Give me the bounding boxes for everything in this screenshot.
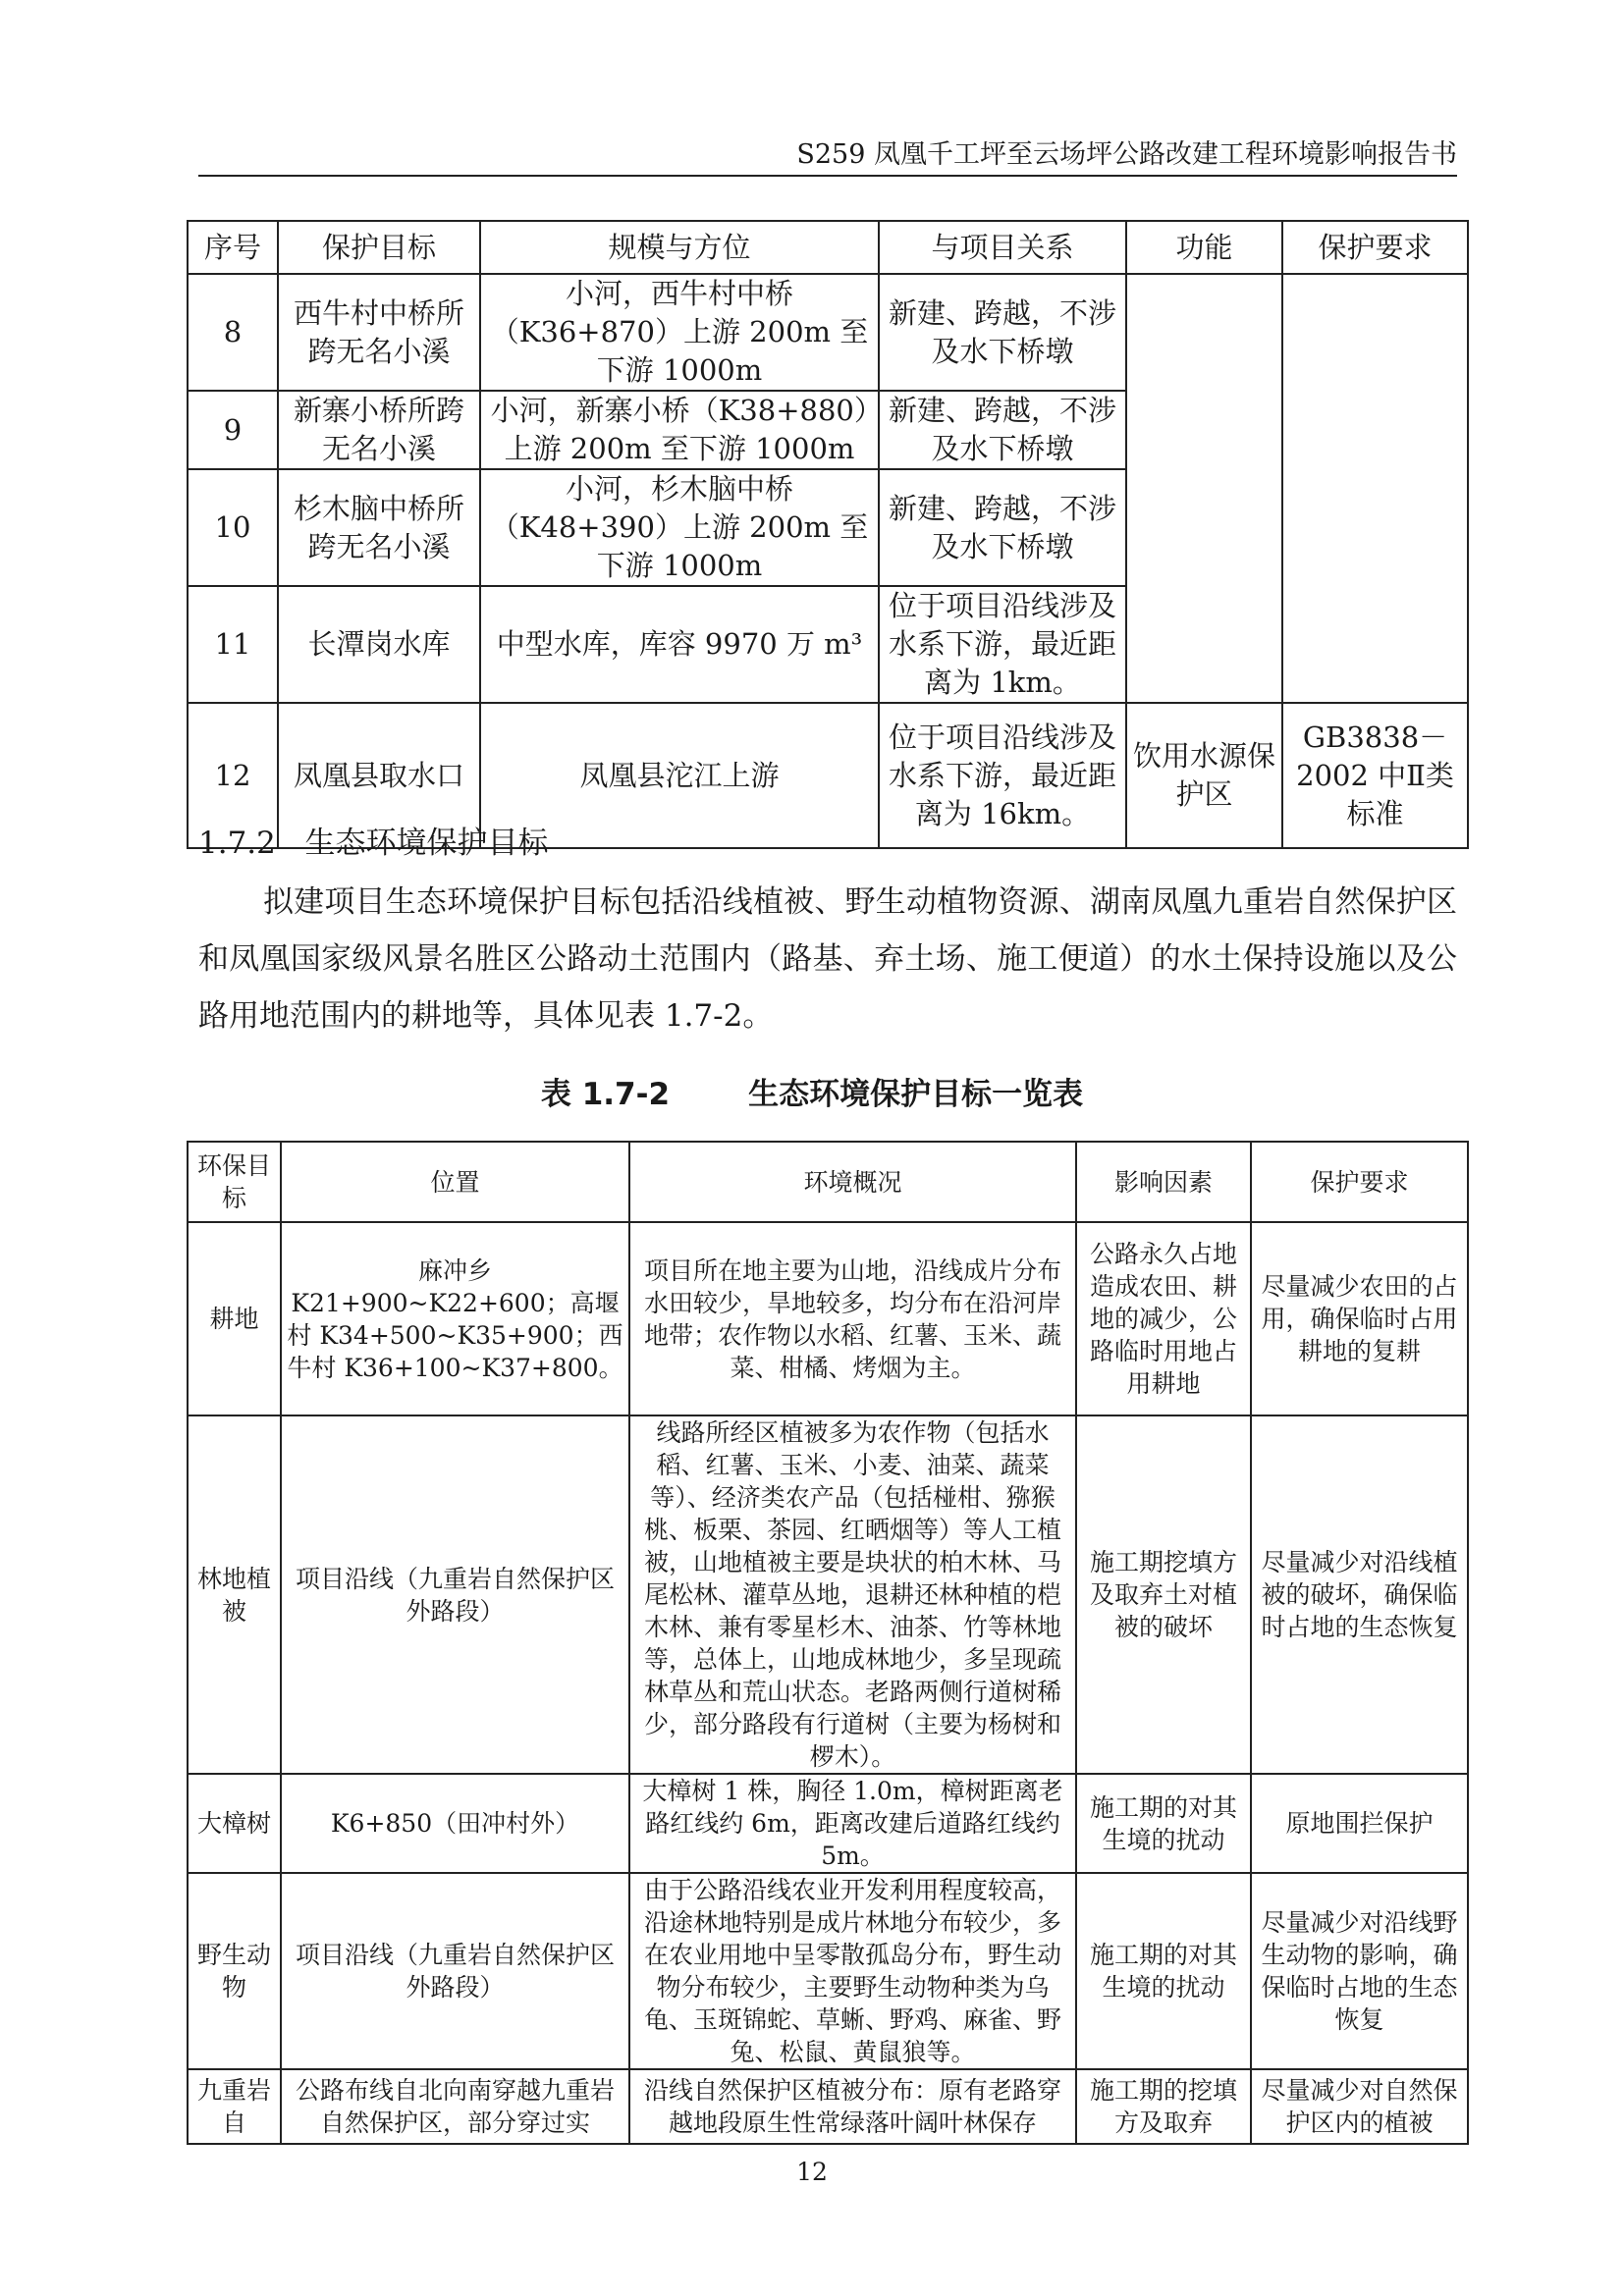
cell-requirement: 尽量减少对自然保护区内的植被 bbox=[1251, 2069, 1468, 2144]
cell-location: 项目沿线（九重岩自然保护区外路段） bbox=[281, 1873, 629, 2069]
cell-overview: 大樟树 1 株，胸径 1.0m，樟树距离老路红线约 6m，距离改建后道路红线约 5m。 bbox=[629, 1774, 1076, 1873]
cell-scale: 小河，西牛村中桥（K36+870）上游 200m 至下游 1000m bbox=[480, 274, 879, 391]
cell-requirement: GB3838－2002 中Ⅱ类标准 bbox=[1282, 703, 1468, 848]
cell-overview: 由于公路沿线农业开发利用程度较高，沿途林地特别是成片林地分布较少，多在农业用地中呈零散孤岛分布，野生动物分布较少，主要野生动物种类为乌龟、玉斑锦蛇、草蜥、野鸡、麻雀、野兔、松鼠、黄鼠狼等。 bbox=[629, 1873, 1076, 2069]
table-row bbox=[188, 1222, 1468, 1415]
cell-location: 项目沿线（九重岩自然保护区外路段） bbox=[281, 1415, 629, 1774]
cell-requirement: 尽量减少对沿线植被的破坏，确保临时占地的生态恢复 bbox=[1251, 1415, 1468, 1774]
cell-impact: 施工期挖填方及取弃土对植被的破坏 bbox=[1076, 1415, 1251, 1774]
cell-relation: 新建、跨越，不涉及水下桥墩 bbox=[879, 391, 1126, 469]
table-row bbox=[188, 2069, 1468, 2144]
cell-scale: 小河，新寨小桥（K38+880）上游 200m 至下游 1000m bbox=[480, 391, 879, 469]
cell-requirement: 尽量减少对沿线野生动物的影响，确保临时占地的生态恢复 bbox=[1251, 1873, 1468, 2069]
table-caption bbox=[0, 1070, 1624, 1119]
col-header: 保护要求 bbox=[1282, 221, 1468, 274]
ecological-targets-table bbox=[187, 1141, 1469, 2145]
cell-target: 凤凰县取水口 bbox=[278, 703, 480, 848]
cell-relation: 新建、跨越，不涉及水下桥墩 bbox=[879, 274, 1126, 391]
cell-location: K6+850（田冲村外） bbox=[281, 1774, 629, 1873]
cell-no: 11 bbox=[188, 586, 278, 703]
col-header: 与项目关系 bbox=[879, 221, 1126, 274]
cell-relation: 新建、跨越，不涉及水下桥墩 bbox=[879, 469, 1126, 586]
col-header: 位置 bbox=[281, 1142, 629, 1222]
table-header-row bbox=[188, 221, 1468, 274]
cell-target: 大樟树 bbox=[188, 1774, 281, 1873]
page-number: 12 bbox=[796, 2158, 828, 2186]
section-heading bbox=[198, 819, 548, 868]
cell-impact: 公路永久占地造成农田、耕地的减少，公路临时用地占用耕地 bbox=[1076, 1222, 1251, 1415]
page-header bbox=[198, 137, 1457, 177]
cell-function-empty bbox=[1126, 274, 1282, 703]
col-header: 环保目标 bbox=[188, 1142, 281, 1222]
cell-requirement: 原地围拦保护 bbox=[1251, 1774, 1468, 1873]
cell-scale: 中型水库，库容 9970 万 m³ bbox=[480, 586, 879, 703]
cell-overview: 项目所在地主要为山地，沿线成片分布水田较少，旱地较多，均分布在沿河岸地带；农作物以水稻、红薯、玉米、蔬菜、柑橘、烤烟为主。 bbox=[629, 1222, 1076, 1415]
cell-impact: 施工期的挖填方及取弃 bbox=[1076, 2069, 1251, 2144]
header-title: S259 凤凰千工坪至云场坪公路改建工程环境影响报告书 bbox=[796, 139, 1457, 170]
col-header: 保护要求 bbox=[1251, 1142, 1468, 1222]
cell-requirement: 尽量减少农田的占用，确保临时占用耕地的复耕 bbox=[1251, 1222, 1468, 1415]
cell-target: 林地植被 bbox=[188, 1415, 281, 1774]
table-row bbox=[188, 1774, 1468, 1873]
cell-no: 12 bbox=[188, 703, 278, 848]
col-header: 影响因素 bbox=[1076, 1142, 1251, 1222]
cell-scale: 小河，杉木脑中桥（K48+390）上游 200m 至下游 1000m bbox=[480, 469, 879, 586]
cell-no: 10 bbox=[188, 469, 278, 586]
cell-target: 耕地 bbox=[188, 1222, 281, 1415]
protection-targets-table bbox=[187, 220, 1469, 849]
cell-relation: 位于项目沿线涉及水系下游，最近距离为 1km。 bbox=[879, 586, 1126, 703]
cell-function: 饮用水源保护区 bbox=[1126, 703, 1282, 848]
table-row bbox=[188, 1873, 1468, 2069]
caption-number: 表 1.7-2 bbox=[540, 1077, 671, 1112]
section-title: 生态环境保护目标 bbox=[304, 826, 549, 861]
caption-title: 生态环境保护目标一览表 bbox=[748, 1077, 1084, 1112]
cell-overview: 线路所经区植被多为农作物（包括水稻、红薯、玉米、小麦、油菜、蔬菜等）、经济类农产品（包括椪柑、猕猴桃、板栗、茶园、红晒烟等）等人工植被，山地植被主要是块状的柏木林、马尾松林、灌草丛地，退耕还林种植的桤木林、兼有零星杉木、油茶、竹等林地等，总体上，山地成林地少，多呈现疏林草丛和荒山状态。老路两侧行道树稀少，部分路段有行道树（主要为杨树和椤木）。 bbox=[629, 1415, 1076, 1774]
col-header: 序号 bbox=[188, 221, 278, 274]
cell-impact: 施工期的对其生境的扰动 bbox=[1076, 1774, 1251, 1873]
cell-overview: 沿线自然保护区植被分布：原有老路穿越地段原生性常绿落叶阔叶林保存 bbox=[629, 2069, 1076, 2144]
section-number: 1.7.2 bbox=[198, 826, 276, 861]
cell-target: 杉木脑中桥所跨无名小溪 bbox=[278, 469, 480, 586]
col-header: 保护目标 bbox=[278, 221, 480, 274]
cell-no: 8 bbox=[188, 274, 278, 391]
cell-target: 九重岩自 bbox=[188, 2069, 281, 2144]
col-header: 环境概况 bbox=[629, 1142, 1076, 1222]
col-header: 规模与方位 bbox=[480, 221, 879, 274]
cell-requirement-empty bbox=[1282, 274, 1468, 703]
cell-target: 新寨小桥所跨无名小溪 bbox=[278, 391, 480, 469]
cell-target: 野生动物 bbox=[188, 1873, 281, 2069]
cell-relation: 位于项目沿线涉及水系下游，最近距离为 16km。 bbox=[879, 703, 1126, 848]
table-row bbox=[188, 274, 1468, 391]
body-paragraph: 拟建项目生态环境保护目标包括沿线植被、野生动植物资源、湖南凤凰九重岩自然保护区和凤凰国家级风景名胜区公路动土范围内（路基、弃土场、施工便道）的水土保持设施以及公路用地范围内的耕地等，具体见表 1.7-2。 bbox=[198, 884, 1457, 1034]
cell-no: 9 bbox=[188, 391, 278, 469]
table-header-row bbox=[188, 1142, 1468, 1222]
cell-scale: 凤凰县沱江上游 bbox=[480, 703, 879, 848]
table-row bbox=[188, 1415, 1468, 1774]
cell-target: 西牛村中桥所跨无名小溪 bbox=[278, 274, 480, 391]
cell-location: 公路布线自北向南穿越九重岩自然保护区，部分穿过实 bbox=[281, 2069, 629, 2144]
col-header: 功能 bbox=[1126, 221, 1282, 274]
cell-impact: 施工期的对其生境的扰动 bbox=[1076, 1873, 1251, 2069]
cell-target: 长潭岗水库 bbox=[278, 586, 480, 703]
cell-location: 麻冲乡 K21+900~K22+600；高堰村 K34+500~K35+900；西牛村 K36+100~K37+800。 bbox=[281, 1222, 629, 1415]
